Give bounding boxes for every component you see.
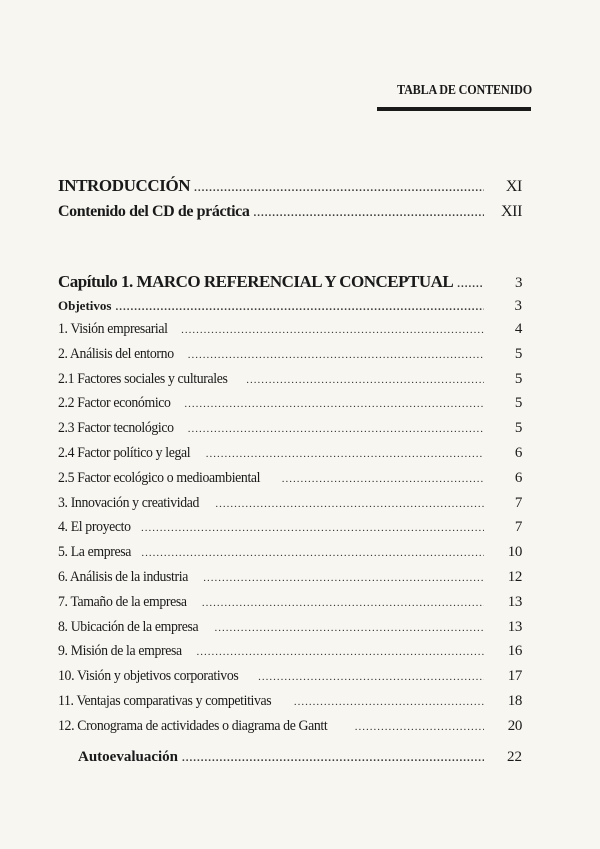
toc-entry-page: 5 bbox=[514, 420, 522, 436]
toc-entry[interactable] bbox=[58, 619, 522, 641]
toc-entry-page: 18 bbox=[507, 693, 522, 709]
toc-entry-title: 7. Tamaño de la empresa bbox=[58, 594, 187, 610]
dot-leader bbox=[115, 301, 484, 313]
toc-entry[interactable] bbox=[58, 718, 522, 740]
toc-entry-page: 5 bbox=[514, 371, 522, 387]
dot-leader bbox=[197, 646, 484, 658]
toc-entry-title: Contenido del CD de práctica bbox=[58, 203, 250, 220]
toc-entry-title: 2.5 Factor ecológico o medioambiental bbox=[58, 470, 261, 486]
toc-entry[interactable] bbox=[58, 321, 522, 343]
toc-entry-title: 10. Visión y objetivos corporativos bbox=[58, 668, 239, 684]
toc-entry-title: 3. Innovación y creatividad bbox=[58, 495, 200, 511]
toc-entry[interactable] bbox=[58, 420, 522, 442]
toc-entry[interactable] bbox=[58, 668, 522, 690]
dot-leader bbox=[202, 597, 484, 609]
toc-entry-page: 3 bbox=[514, 298, 522, 314]
heading-rule bbox=[377, 107, 531, 111]
toc-entry-title: 5. La empresa bbox=[58, 544, 131, 560]
dot-leader bbox=[294, 696, 484, 708]
toc-entry-page: 16 bbox=[507, 643, 522, 659]
dot-leader bbox=[188, 423, 484, 435]
toc-entry-page: 7 bbox=[514, 519, 522, 535]
toc-entry-title: Autoevaluación bbox=[78, 749, 179, 765]
toc-entry[interactable] bbox=[58, 445, 522, 467]
dot-leader bbox=[214, 622, 484, 634]
toc-entry-contenido-cd[interactable] bbox=[58, 203, 522, 225]
dot-leader bbox=[457, 278, 484, 290]
toc-entry-page: 13 bbox=[507, 594, 522, 610]
toc-entry-title: INTRODUCCIÓN bbox=[58, 176, 191, 195]
dot-leader bbox=[181, 324, 484, 336]
toc-entry-title: 9. Misión de la empresa bbox=[58, 643, 182, 659]
toc-entry-page: 5 bbox=[514, 395, 522, 411]
toc-entry-page: 3 bbox=[515, 275, 522, 291]
dot-leader bbox=[282, 473, 484, 485]
toc-entry[interactable] bbox=[58, 470, 522, 492]
dot-leader bbox=[246, 374, 484, 386]
toc-entry-title: Capítulo 1. MARCO REFERENCIAL Y CONCEPTUAL bbox=[58, 272, 454, 291]
dot-leader bbox=[194, 182, 484, 194]
toc-chapter-1[interactable] bbox=[58, 272, 522, 294]
toc-entry-title: 12. Cronograma de actividades o diagrama de Gantt bbox=[58, 718, 328, 734]
toc-entry-title: 2.2 Factor económico bbox=[58, 395, 171, 411]
toc-entry-page: 22 bbox=[507, 749, 522, 765]
toc-entry[interactable] bbox=[58, 519, 522, 541]
toc-entry[interactable] bbox=[58, 495, 522, 517]
toc-entry-title: 2.1 Factores sociales y culturales bbox=[58, 371, 228, 387]
toc-entry-title: 6. Análisis de la industria bbox=[58, 569, 188, 585]
dot-leader bbox=[141, 522, 484, 534]
toc-entry-page: 5 bbox=[514, 346, 522, 362]
toc-entry[interactable] bbox=[58, 569, 522, 591]
toc-entry[interactable] bbox=[58, 346, 522, 368]
toc-entry-title: 2.4 Factor político y legal bbox=[58, 445, 191, 461]
dot-leader bbox=[253, 207, 484, 219]
toc-entry-title: 11. Ventajas comparativas y competitivas bbox=[58, 693, 272, 709]
toc-entry-title: 2.3 Factor tecnológico bbox=[58, 420, 174, 436]
toc-entry-page: 6 bbox=[514, 470, 522, 486]
toc-entry-page: XI bbox=[505, 178, 522, 195]
toc-entry-title: Objetivos bbox=[58, 298, 112, 313]
toc-entry-autoevaluacion[interactable] bbox=[58, 749, 522, 771]
toc-entry-page: 7 bbox=[514, 495, 522, 511]
toc-entry[interactable] bbox=[58, 643, 522, 665]
toc-entry-page: 12 bbox=[507, 569, 522, 585]
toc-entry-page: 17 bbox=[507, 668, 522, 684]
toc-entry-introduccion[interactable] bbox=[58, 176, 522, 198]
toc-entry[interactable] bbox=[58, 371, 522, 393]
toc-entry-page: 4 bbox=[514, 321, 522, 337]
dot-leader bbox=[258, 671, 484, 683]
toc-entry-page: XII bbox=[500, 203, 522, 220]
toc-entry[interactable] bbox=[58, 395, 522, 417]
toc-entry[interactable] bbox=[58, 693, 522, 715]
dot-leader bbox=[215, 498, 484, 510]
toc-entry-page: 13 bbox=[507, 619, 522, 635]
toc-entry-page: 10 bbox=[507, 544, 522, 560]
toc-entry-title: 1. Visión empresarial bbox=[58, 321, 168, 337]
toc-entry-page: 6 bbox=[514, 445, 522, 461]
toc-entry-title: 2. Análisis del entorno bbox=[58, 346, 174, 362]
dot-leader bbox=[206, 448, 484, 460]
toc-entry[interactable] bbox=[58, 594, 522, 616]
dot-leader bbox=[182, 752, 484, 764]
toc-entry-objetivos[interactable] bbox=[58, 298, 522, 320]
toc-entry[interactable] bbox=[58, 544, 522, 566]
dot-leader bbox=[203, 572, 484, 584]
toc-entry-title: 8. Ubicación de la empresa bbox=[58, 619, 199, 635]
dot-leader bbox=[188, 349, 484, 361]
page-heading: TABLA DE CONTENIDO bbox=[397, 82, 532, 97]
dot-leader bbox=[141, 547, 484, 559]
toc-entry-title: 4. El proyecto bbox=[58, 519, 131, 535]
dot-leader bbox=[184, 398, 484, 410]
dot-leader bbox=[355, 721, 484, 733]
toc-entry-page: 20 bbox=[507, 718, 522, 734]
